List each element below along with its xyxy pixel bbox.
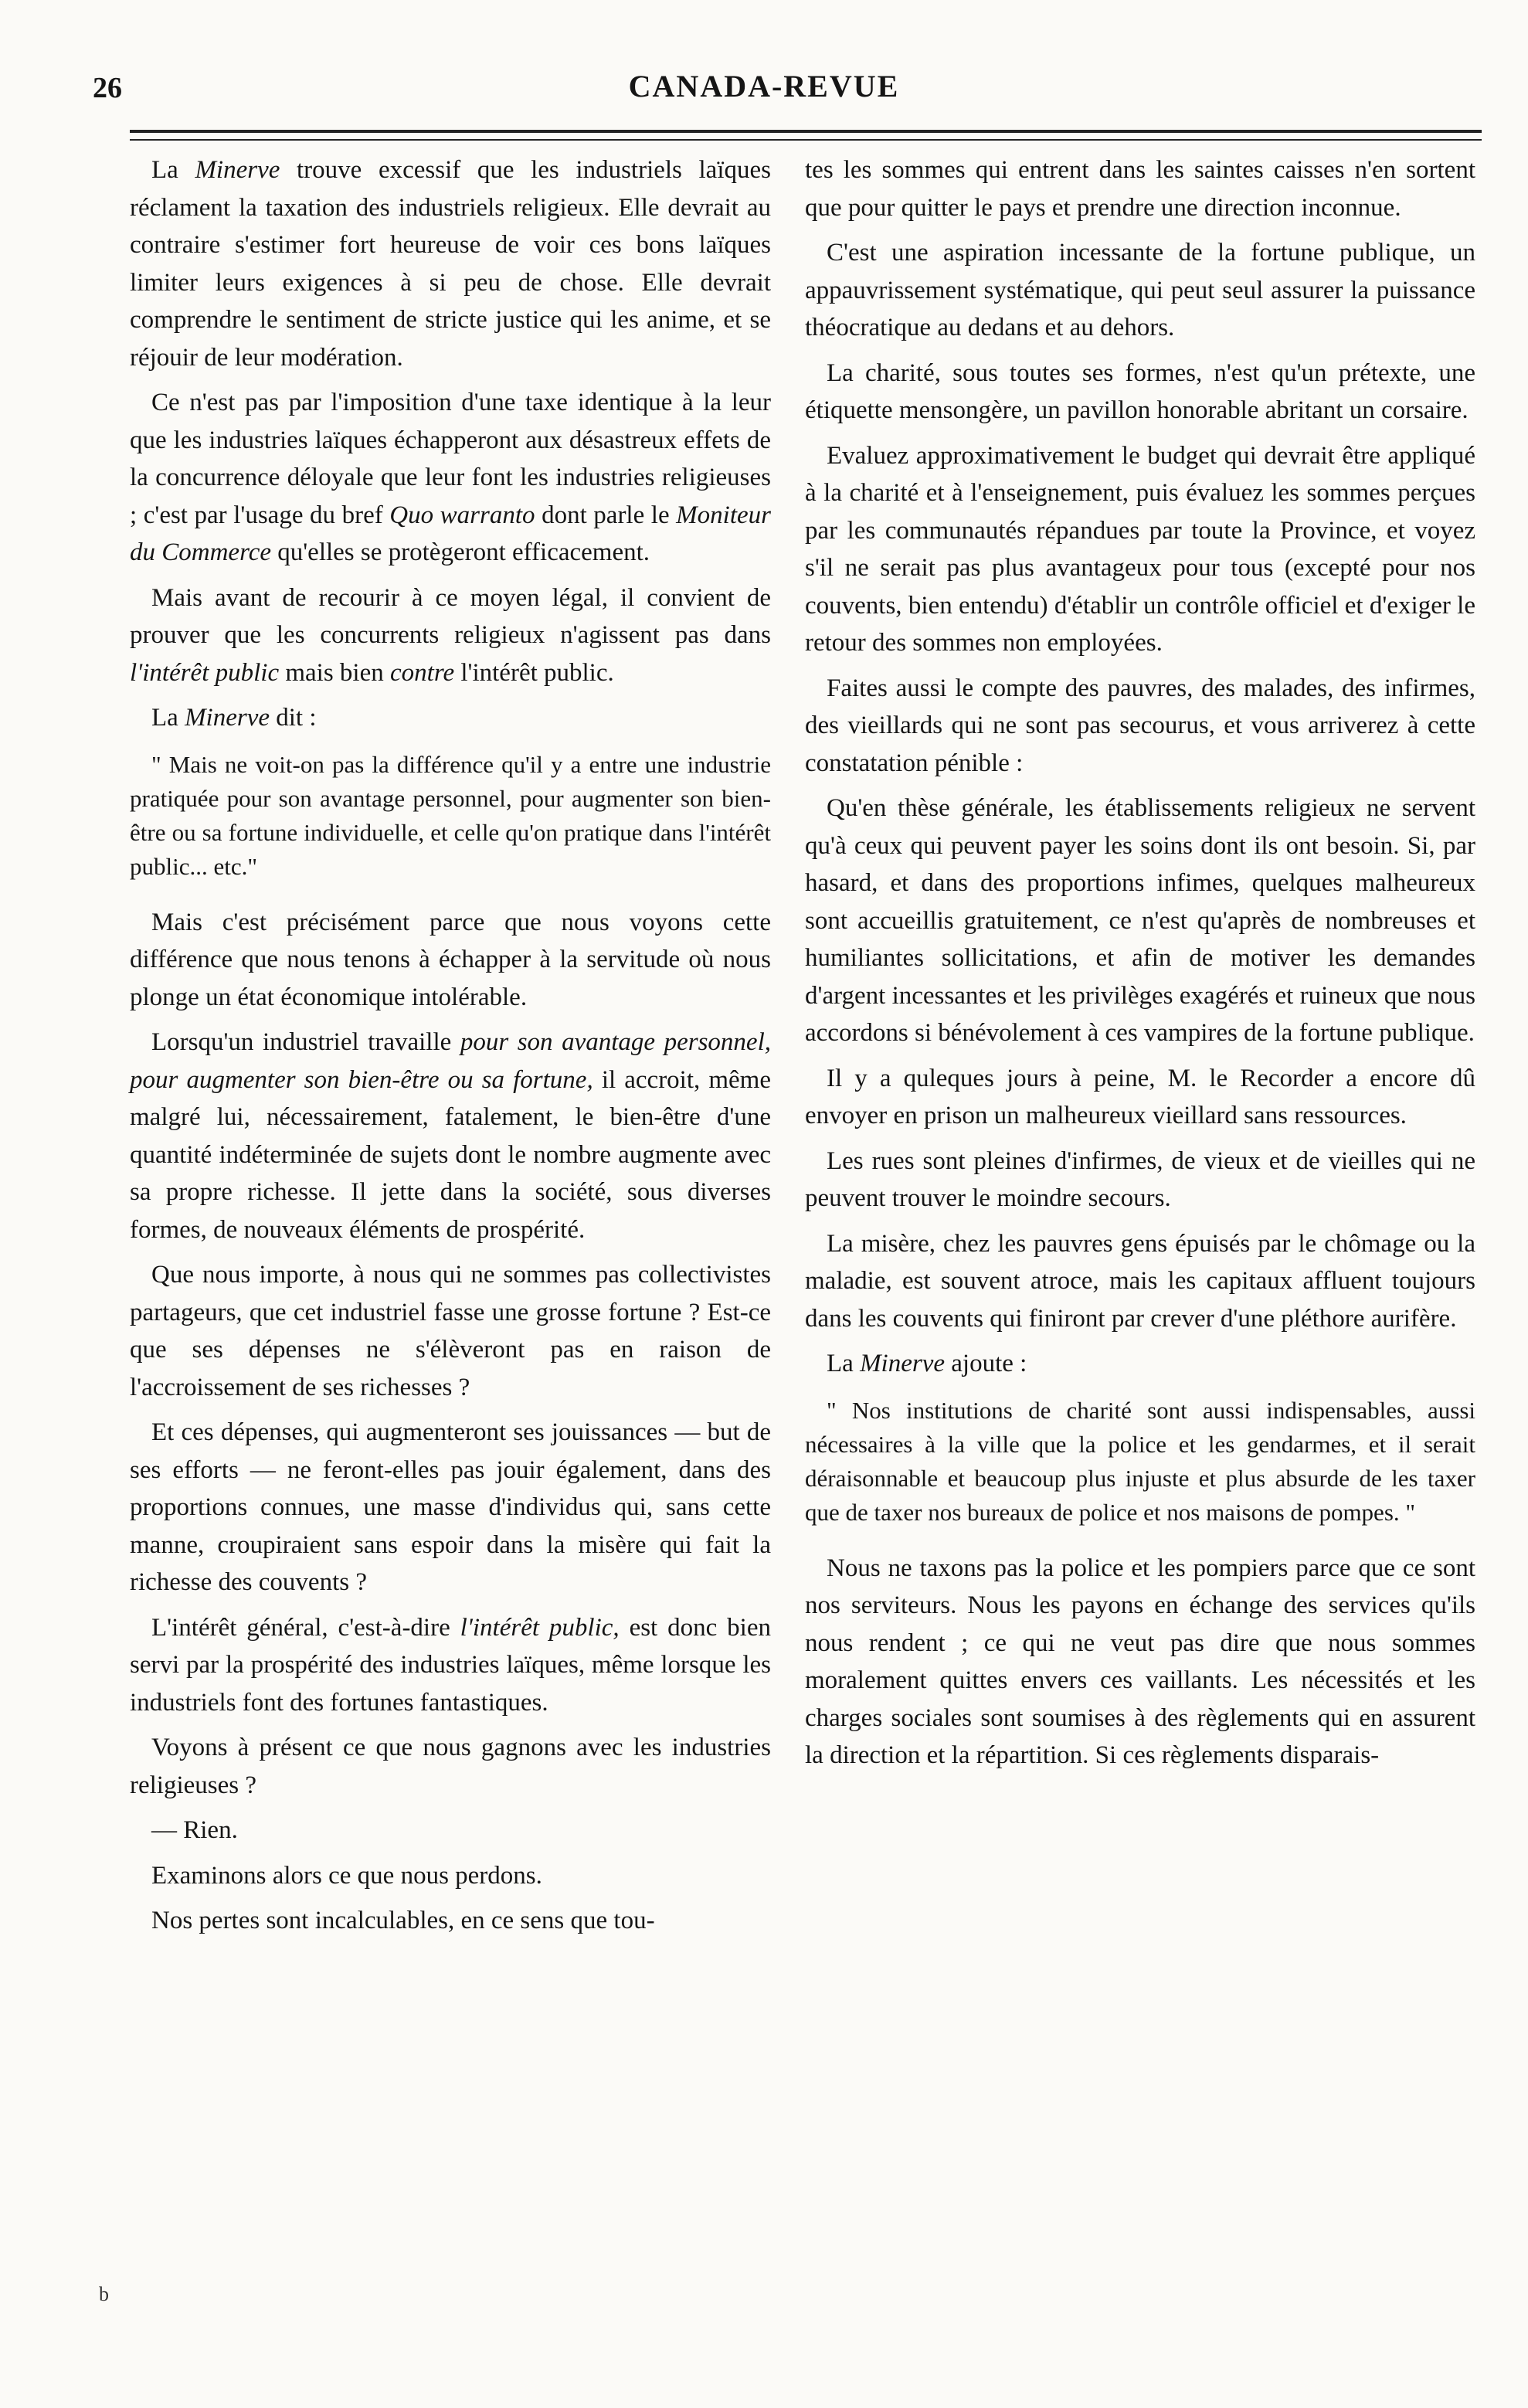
paragraph: L'intérêt général, c'est-à-dire l'intérêt public, est donc bien servi par la prospérité des industries laïques, même lorsque les industriels font des fortunes fantastiques.	[130, 1613, 771, 1717]
paragraph: Et ces dépenses, qui augmenteront ses jouissances — but de ses efforts — ne feront-elles pas jouir également, dans des proportions connues, une masse d'individus qui, sans cette manne, croupiraient sans espoir dans la misère qui fait la richesse des couvents ?	[130, 1418, 771, 1596]
paragraph: Evaluez approximativement le budget qui devrait être appliqué à la charité et à l'enseignement, puis évaluez les sommes perçues par les communautés répandues par toute la Province, et voyez s'il ne serait pas plus avantageux pour tous (excepté pour nos couvents, bien entendu) d'établir un contrôle officiel et d'exiger le retour des sommes non employées.	[805, 441, 1475, 657]
block-quote: " Mais ne voit-on pas la différence qu'il y a entre une industrie pratiquée pour son avantage personnel, pour augmenter son bien-être ou sa fortune individuelle, et celle qu'on pratique dans l'intérêt public... etc."	[130, 750, 771, 880]
paragraph: La misère, chez les pauvres gens épuisés par le chômage ou la maladie, est souvent atroce, mais les capitaux affluent toujours dans les couvents qui finiront par crever d'une pléthore aurifère.	[805, 1229, 1475, 1333]
paragraph: Que nous importe, à nous qui ne sommes pas collectivistes partageurs, que cet industriel fasse une grosse fortune ? Est-ce que ses dépenses ne s'élèveront pas en raison de l'accroissement de ses richesses ?	[130, 1261, 771, 1401]
running-head: CANADA-REVUE	[628, 69, 900, 104]
header-rule-thick	[130, 130, 1482, 133]
paragraph: Mais avant de recourir à ce moyen légal, il convient de prouver que les concurrents religieux n'agissent pas dans l'intérêt public mais bien contre l'intérêt public.	[130, 583, 771, 687]
paragraph: — Rien.	[151, 1816, 238, 1844]
page-number: 26	[93, 72, 122, 104]
paragraph: La Minerve trouve excessif que les industriels laïques réclament la taxation des industriels religieux. Elle devrait au contraire s'estimer fort heureuse de voir ces bons laïques limiter leurs exigences à si peu de chose. Elle devrait comprendre le sentiment de stricte justice qui les anime, et se réjouir de leur modération.	[130, 156, 771, 372]
paragraph: Lorsqu'un industriel travaille pour son avantage personnel, pour augmenter son bien-être ou sa fortune, il accroit, même malgré lui, nécessairement, fatalement, le bien-être d'une quantité indéterminée de sujets dont le nombre augmente avec sa propre richesse. Il jette dans la société, sous diverses formes, de nouveaux éléments de prospérité.	[130, 1028, 771, 1244]
paragraph: Qu'en thèse générale, les établissements religieux ne servent qu'à ceux qui peuvent payer les soins dont ils ont besoin. Si, par hasard, et dans des proportions infimes, quelques malheureux sont accueillis gratuitement, ce n'est qu'après de nombreuses et humiliantes sollicitations, et afin de motiver les demandes d'argent incessantes et les privilèges exagérés et ruineux que nous accordons si bénévolement à ces vampires de la fortune publique.	[805, 794, 1475, 1047]
paragraph: La charité, sous toutes ses formes, n'est qu'un prétexte, une étiquette mensongère, un pavillon honorable abritant un corsaire.	[805, 358, 1475, 424]
paragraph: Voyons à présent ce que nous gagnons avec les industries religieuses ?	[130, 1734, 771, 1799]
paragraph: Ce n'est pas par l'imposition d'une taxe identique à la leur que les industries laïques échapperont aux désastreux effets de la concurrence déloyale que leur font les industries religieuses ; c'est par l'usage du bref Quo warranto dont parle le Moniteur du Commerce qu'elles se protègeront efficacement.	[130, 389, 771, 566]
paragraph: Il y a quleques jours à peine, M. le Recorder a encore dû envoyer en prison un malheureux vieillard sans ressources.	[805, 1064, 1475, 1129]
header-rule-thin	[130, 139, 1482, 141]
paragraph: Les rues sont pleines d'infirmes, de vieux et de vieilles qui ne peuvent trouver le moindre secours.	[805, 1146, 1475, 1212]
paragraph: Faites aussi le compte des pauvres, des malades, des infirmes, des vieillards qui ne sont pas secourus, et vous arriverez à cette constatation pénible :	[805, 674, 1475, 777]
paragraph: Examinons alors ce que nous perdons.	[151, 1861, 542, 1890]
paragraph: La Minerve dit :	[151, 704, 317, 732]
left-column	[130, 151, 771, 1948]
block-quote: " Nos institutions de charité sont aussi indispensables, aussi nécessaires à la ville que la police et les gendarmes, et il serait déraisonnable et beaucoup plus injuste et plus absurde de les taxer que de taxer nos bureaux de police et nos maisons de pompes. "	[805, 1396, 1475, 1526]
paragraph: Nous ne taxons pas la police et les pompiers parce que ce sont nos serviteurs. Nous les payons en échange des services qu'ils nous rendent ; ce qui ne veut pas dire que nous sommes moralement quittes envers ces vaillants. Les nécessités et les charges sociales sont soumises à des règlements qui en assurent la direction et la répartition. Si ces règlements disparais-	[805, 1554, 1475, 1769]
paragraph: tes les sommes qui entrent dans les saintes caisses n'en sortent que pour quitter le pays et prendre une direction inconnue.	[805, 156, 1475, 222]
paragraph: C'est une aspiration incessante de la fortune publique, un appauvrissement systématique, qui peut seul assurer la puissance théocratique au dedans et au dehors.	[805, 239, 1475, 341]
right-column	[805, 151, 1475, 1782]
stray-mark: b	[99, 2283, 109, 2305]
paragraph: Nos pertes sont incalculables, en ce sens que tou-	[151, 1907, 655, 1934]
paragraph: La Minerve ajoute :	[827, 1350, 1027, 1377]
paragraph: Mais c'est précisément parce que nous voyons cette différence que nous tenons à échapper à la servitude où nous plonge un état économique intolérable.	[130, 908, 771, 1011]
